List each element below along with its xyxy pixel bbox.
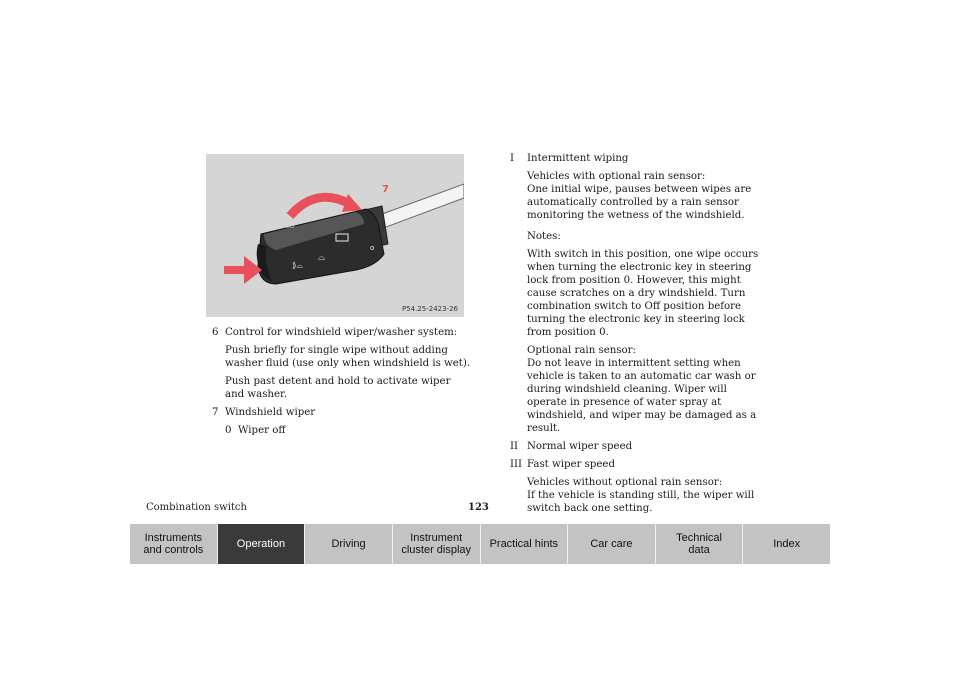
- item-7: [212, 406, 472, 419]
- paragraph: Vehicles without optional rain sensor: If the vehicle is standing still, the wiper will switch back one setting.: [527, 477, 755, 514]
- item-6: [212, 326, 472, 339]
- item-number: III: [510, 459, 523, 470]
- item-iii: [510, 458, 760, 471]
- svg-text:⟫⌓: ⟫⌓: [292, 261, 303, 270]
- sub-item-text: Wiper off: [238, 425, 286, 436]
- paragraph: With switch in this position, one wipe occurs when turning the electronic key in steering lock from position 0. However, this might cause scratches on a dry windshield. Turn combination switch to Off position before turning the electronic key in steering lock from position 0.: [527, 249, 759, 338]
- page-number: 123: [468, 502, 489, 513]
- item-title: Windshield wiper: [225, 407, 316, 418]
- figure-code: P54.25-2423-26: [401, 305, 458, 313]
- paragraph: Push briefly for single wipe without adding washer fluid (use only when windshield is wet).: [225, 345, 471, 369]
- item-text: Fast wiper speed: [527, 459, 615, 470]
- sub-item-number: 0: [225, 425, 232, 436]
- right-column: [510, 152, 760, 520]
- item-text: Normal wiper speed: [527, 441, 633, 452]
- item-title: Intermittent wiping: [527, 153, 629, 164]
- item-number: I: [510, 153, 515, 164]
- callout-7: 7: [382, 184, 389, 195]
- section-title: Combination switch: [146, 502, 247, 513]
- left-column: [212, 326, 472, 437]
- svg-text:o: o: [370, 244, 375, 252]
- tab-index[interactable]: Index: [743, 524, 830, 564]
- paragraph: Push past detent and hold to activate wiper and washer.: [225, 376, 451, 400]
- tab-instruments-and-controls[interactable]: Instruments and controls: [130, 524, 218, 564]
- notes-heading: Notes:: [527, 231, 561, 242]
- paragraph: Vehicles with optional rain sensor: One initial wipe, pauses between wipes are automatically controlled by a rain sensor monitoring the wetness of the windshield.: [527, 171, 752, 221]
- item-i: [510, 152, 760, 165]
- tab-car-care[interactable]: Car care: [568, 524, 656, 564]
- item-number: 6: [212, 327, 219, 338]
- tab-instrument-cluster-display[interactable]: Instrument cluster display: [393, 524, 481, 564]
- wiper-stalk-drawing: [206, 154, 464, 317]
- item-title: Control for windshield wiper/washer system:: [225, 327, 458, 338]
- callout-6: 6: [235, 266, 242, 277]
- item-number: II: [510, 441, 519, 452]
- paragraph: Optional rain sensor: Do not leave in intermittent setting when vehicle is taken to an automatic car wash or during windshield cleaning. Wiper will operate in presence of water spray at windshield, and wiper may be damaged as a result.: [527, 345, 757, 434]
- tab-technical-data[interactable]: Technical data: [656, 524, 744, 564]
- svg-text:≡D: ≡D: [285, 223, 295, 230]
- tab-driving[interactable]: Driving: [305, 524, 393, 564]
- section-tab-bar: [130, 524, 830, 564]
- item-ii: [510, 440, 760, 453]
- svg-text:⌓: ⌓: [318, 253, 326, 263]
- tab-practical-hints[interactable]: Practical hints: [481, 524, 569, 564]
- tab-operation[interactable]: Operation: [218, 524, 306, 564]
- sub-item-0: [225, 424, 472, 437]
- combination-switch-illustration: [206, 154, 464, 317]
- item-number: 7: [212, 407, 219, 418]
